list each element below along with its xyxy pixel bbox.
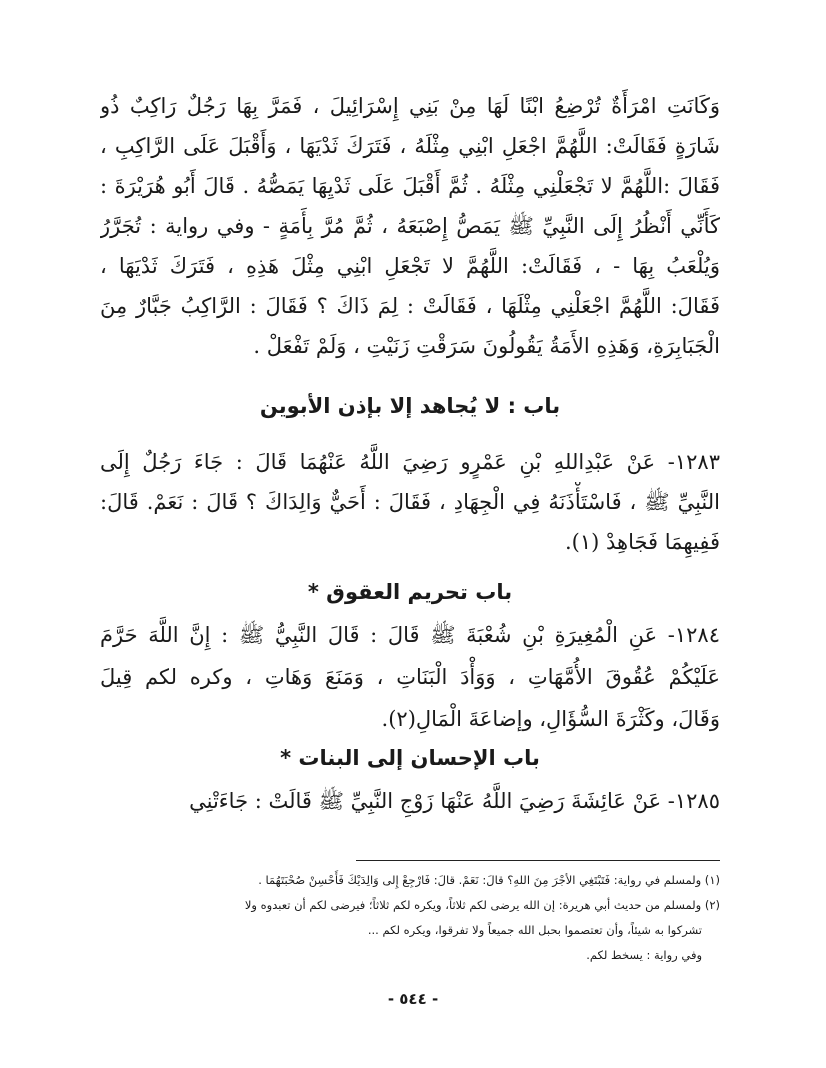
hadith-line: ١٢٨٤- عَنِ الْمُغِيرَةِ بْنِ شُعْبَةَ ﷺ قَالَ : قَالَ النَّبِيُّ ﷺ : إِنَّ اللَّهَ حَرَّمَ	[100, 623, 720, 647]
passage-line: فَقَالَ :اللَّهُمَّ لا تَجْعَلْنِي مِثْلَهُ . ثُمَّ أَقْبَلَ عَلَى ثَدْيِهَا يَمَصُّهُ . قَالَ أَبُو هُرَيْرَةَ :	[100, 174, 720, 198]
section-heading: باب تحريم العقوق *	[307, 580, 513, 604]
footnotes	[100, 868, 720, 968]
hadith-line: ١٢٨٣- عَنْ عَبْدِاللهِ بْنِ عَمْرٍو رَضِيَ اللَّهُ عَنْهُمَا قَالَ : جَاءَ رَجُلٌ إِلَى	[100, 450, 720, 474]
passage-line: وَكَانَتِ امْرَأَةٌ تُرْضِعُ ابْنًا لَهَا مِنْ بَنِي إِسْرَائِيلَ ، فَمَرَّ بِهَا رَجُلٌ رَاكِبٌ ذُو	[100, 94, 720, 118]
footnote-line: تشركوا به شيئاً، وأن تعتصموا بحبل الله جميعاً ولا تفرقوا، ويكره لكم ...	[367, 923, 702, 937]
opening-passage	[100, 86, 720, 366]
hadith-line: فَفِيهِمَا فَجَاهِدْ (١).	[564, 530, 720, 554]
footnote-line: (١) ولمسلم في رواية: فَتَبْتَغِي الأجْرَ مِنَ اللهِ؟ قالَ: نَعَمْ. قالَ: فَارْجِعْ إِلى وَالِدَيْكَ فَأَحْسِنْ صُحْبَتَهُمَا .	[258, 873, 720, 887]
passage-line: الْجَبَابِرَةِ، وَهَذِهِ الأَمَةُ يَقُولُونَ سَرَقْتِ زَنَيْتِ ، وَلَمْ تَفْعَلْ .	[253, 334, 720, 358]
hadith-line: وَقَالَ، وكَثْرَةَ السُّؤَالِ، وإضاعَةَ الْمَالِ(٢).	[381, 707, 720, 731]
passage-line: كَأَنِّي أَنْظُرُ إِلَى النَّبِيِّ ﷺ يَمَصُّ إِصْبَعَهُ ، ثُمَّ مُرَّ بِأَمَةٍ - وفي رواية : تُجَرَّرُ	[100, 214, 720, 238]
hadith-1284	[100, 614, 720, 740]
hadith-1283	[100, 442, 720, 562]
section-heading: باب الإحسان إلى البنات *	[280, 746, 540, 770]
footnote-line: وفي رواية : يسخط لكم.	[586, 948, 702, 962]
hadith-line: ١٢٨٥- عَنْ عَائِشَةَ رَضِيَ اللَّهُ عَنْهَا زَوْجِ النَّبِيِّ ﷺ قَالَتْ : جَاءَتْنِي	[189, 789, 720, 813]
hadith-1285	[100, 780, 720, 822]
passage-line: شَارَةٍ فَقَالَتْ: اللَّهُمَّ اجْعَلِ ابْنِي مِثْلَهُ ، فَتَرَكَ ثَدْيَهَا ، وَأَقْبَلَ عَلَى الرَّاكِبِ ،	[100, 134, 720, 158]
hadith-line: عَلَيْكُمْ عُقُوقَ الأُمَّهَاتِ ، وَوَأْدَ الْبَنَاتِ ، وَمَنَعَ وَهَاتِ ، وكره لكم قِيلَ	[100, 665, 720, 689]
passage-line: فَقَالَ: اللَّهُمَّ اجْعَلْنِي مِثْلَهَا ، فَقَالَتْ : لِمَ ذَاكَ ؟ فَقَالَ : الرَّاكِبُ جَبَّارٌ مِنَ	[100, 294, 720, 318]
footnote-line: (٢) ولمسلم من حديث أبي هريرة: إن الله يرضى لكم ثلاثاً، ويكره لكم ثلاثاً؛ فيرضى لكم أن تعبدوه ولا	[244, 898, 720, 912]
page-number: - ٥٤٤ -	[387, 990, 439, 1008]
passage-line: وَيُلْعَبُ بِهَا - ، فَقَالَتْ: اللَّهُمَّ لا تَجْعَلِ ابْنِي مِثْلَ هَذِهِ ، فَتَرَكَ ثَدْيَهَا ،	[100, 254, 720, 278]
footnote-divider	[356, 860, 720, 861]
hadith-line: النَّبِيِّ ﷺ ، فَاسْتَأْذَنَهُ فِي الْجِهَادِ ، فَقَالَ : أَحَيٌّ وَالِدَاكَ ؟ قَالَ : نَعَمْ. قَالَ:	[100, 490, 720, 514]
section-heading: باب : لا يُجاهد إلا بإذن الأبوين	[259, 394, 561, 418]
